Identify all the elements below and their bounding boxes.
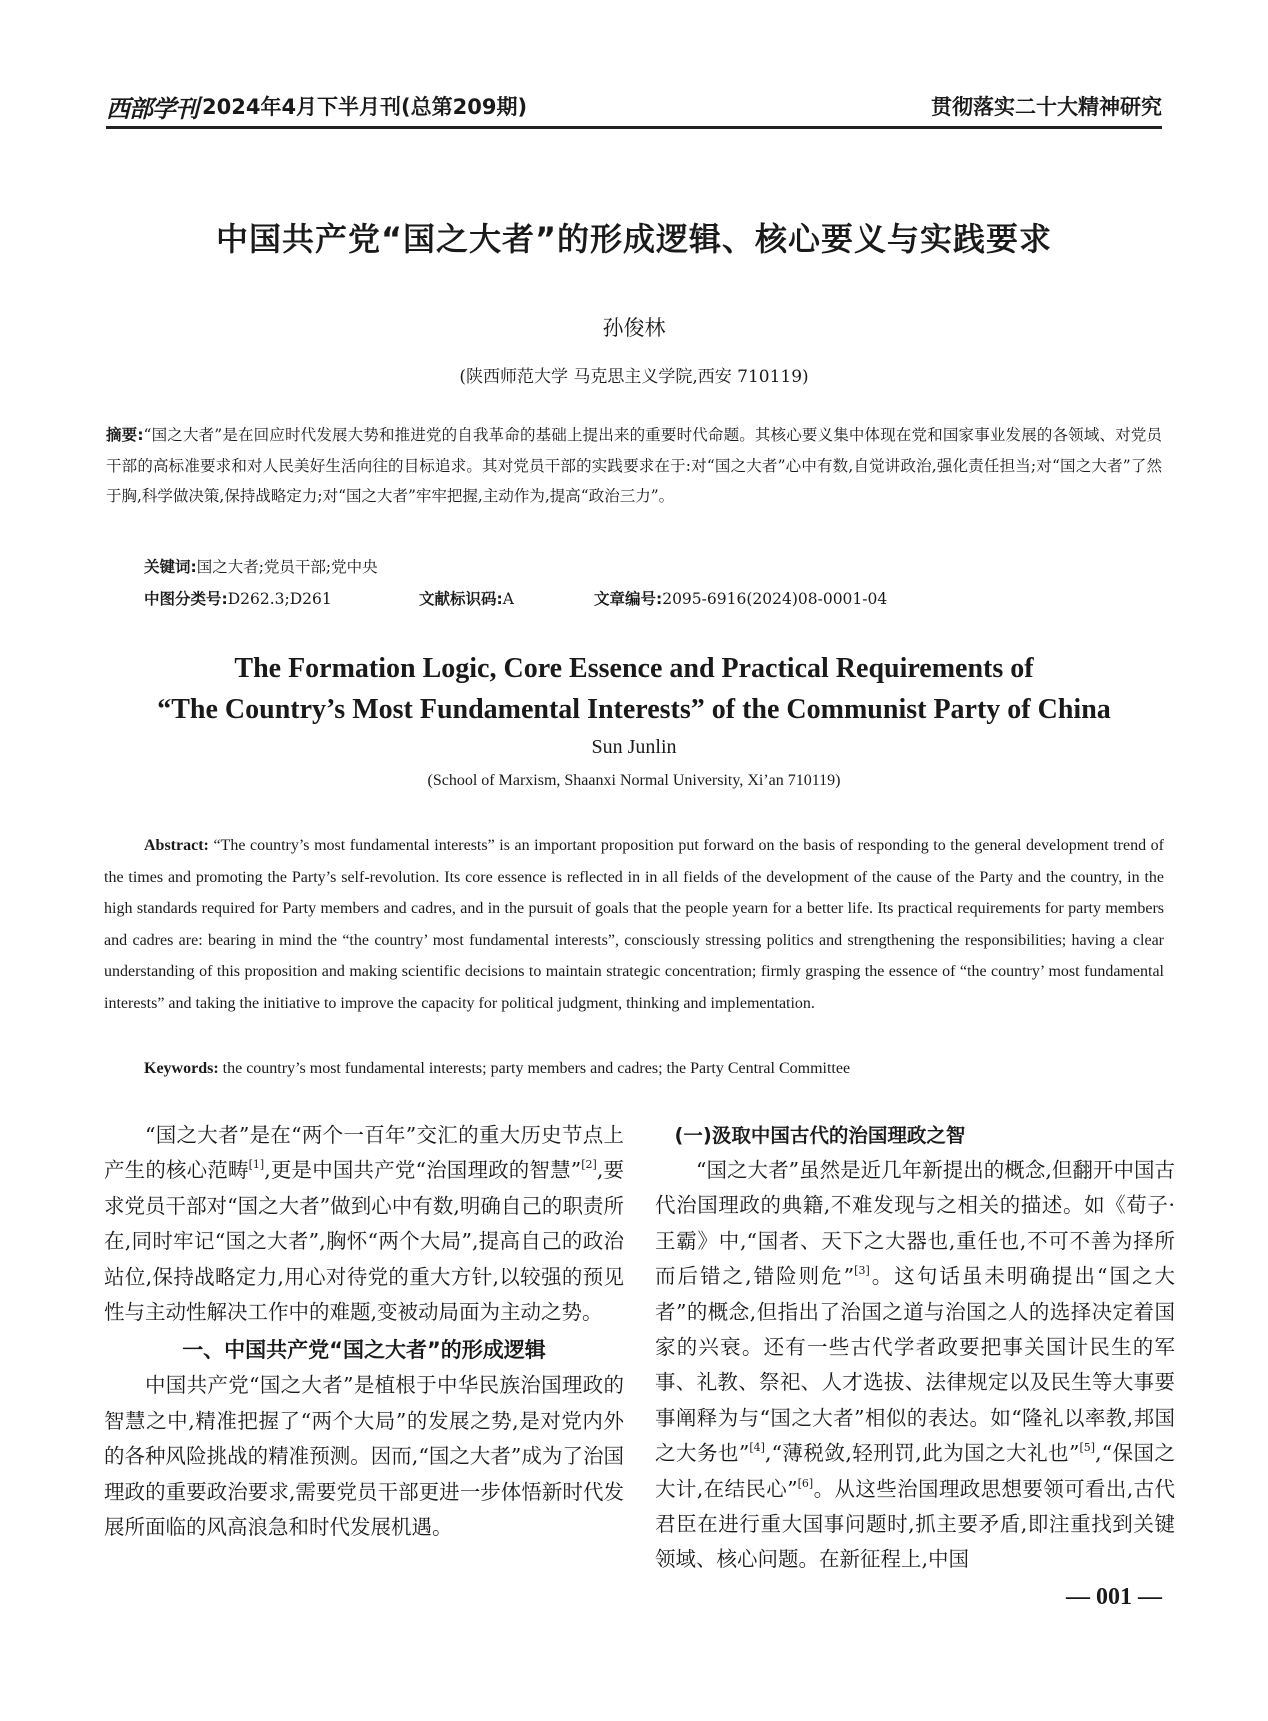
running-header [106,86,1162,129]
abstract-en [104,830,1164,1020]
doc-code-label: 文献标识码: [419,590,503,608]
intro-text-2: ,更是中国共产党“治国理政的智慧” [264,1158,582,1183]
intro-text-3: ,要求党员干部对“国之大者”做到心中有数,明确自己的职责所在,同时牢记“国之大者”,胸怀“两个大局”,提高自己的政治站位,保持战略定力,用心对待党的重大方针,以较强的预见性与主动性解决工作中的难题,变被动局面为主动之势。 [104,1158,624,1325]
section-heading-1: 一、中国共产党“国之大者”的形成逻辑 [182,1338,546,1363]
column-name: 贯彻落实二十大精神研究 [931,95,1162,119]
abstract-en-text: “The country’s most fundamental interests” is an important proposition put forward on the basis of responding to the general development trend of the times and promoting the Party’s self-revolution. Its core essence is reflected in in all fields of the development of the cause of the Party and the country, in the high standards required for Party members and cadres, and in the pursuit of goals that the people yearn for a better life. Its practical requirements for party members and cadres are: bearing in mind the “the country’ most fundamental interests”, consciously stressing politics and strengthening the responsibilities; having a clear understanding of this proposition and making scientific decisions to maintain strategic concentration; firmly grasping the essence of “the country’ most fundamental interests” and taking the initiative to improve the capacity for political judgment, thinking and implementation. [104,837,1164,1012]
classification-line [144,586,1162,612]
header-left [106,89,527,124]
page-number: — 001 — [1066,1584,1162,1610]
doc-code-value: A [502,590,514,608]
title-en-line-1: The Formation Logic, Core Essence and Practical Requirements of [234,653,1034,684]
keywords-en-text: the country’s most fundamental interests; party members and cadres; the Party Central Committee [222,1060,851,1077]
keywords-cn-label: 关键词: [144,558,197,576]
keywords-en-label: Keywords: [144,1060,219,1077]
citation-ref: [3] [854,1264,870,1278]
citation-ref: [6] [797,1476,814,1490]
title-en-line-2: “The Country’s Most Fundamental Interests” of the Communist Party of China [157,694,1111,725]
article-number [594,586,887,612]
journal-logo: 西部学刊 [106,93,198,123]
citation-ref: [2] [581,1158,597,1172]
subsection-1-paragraph [655,1153,1175,1578]
clc-value: D262.3;D261 [227,590,332,608]
clc-label: 中图分类号: [144,590,228,608]
citation-ref: [1] [248,1158,265,1172]
keywords-cn-text: 国之大者;党员干部;党中央 [196,558,378,576]
body-column-right [655,1118,1175,1578]
abstract-cn-text: “国之大者”是在回应时代发展大势和推进党的自我革命的基础上提出来的重要时代命题。其核心要义集中体现在党和国家事业发展的各领域、对党员干部的高标准要求和对人民美好生活向往的目标追求。其对党员干部的实践要求在于:对“国之大者”心中有数,自觉讲政治,强化责任担当;对“国之大者”了然于胸,科学做决策,保持战略定力;对“国之大者”牢牢把握,主动作为,提高“政治三力”。 [106,426,1162,505]
subsection-text-4: ,“保国之大计,在结民心” [655,1441,1176,1501]
author-cn: 孙俊林 [602,316,666,340]
intro-text-1: “国之大者”是在“两个一百年”交汇的重大历史节点上产生的核心范畴 [104,1123,624,1183]
keywords-en [144,1056,1164,1082]
subsection-text-5: 。从这些治国理政思想要领可看出,古代君臣在进行重大国事问题时,抓主要矛盾,即注重找到关键领域、核心问题。在新征程上,中国 [655,1476,1176,1572]
subsection-text-1: “国之大者”虽然是近几年新提出的概念,但翻开中国古代治国理政的典籍,不难发现与之相关的描述。如《荀子·王霸》中,“国者、天下之大器也,重任也,不可不善为择所而后错之,错险则危” [655,1158,1175,1289]
subsection-text-2: 。这句话虽未明确提出“国之大者”的概念,但指出了治国之道与治国之人的选择决定着国家的兴衰。还有一些古代学者政要把事关国计民生的军事、礼教、祭祀、人才选拔、法律规定以及民生等大事要事阐释为与“国之大者”相似的表达。如“隆礼以率教,邦国之大务也” [655,1264,1176,1466]
body-column-left [104,1118,624,1545]
intro-paragraph [104,1118,624,1330]
abstract-en-label: Abstract: [144,837,209,854]
clc-number [144,586,419,612]
affiliation-en: (School of Marxism, Shaanxi Normal University, Xi’an 710119) [427,772,841,789]
subsection-text-3: ,“薄税敛,轻刑罚,此为国之大礼也” [764,1441,1080,1466]
article-number-label: 文章编号: [594,590,663,608]
section-1-paragraph: 中国共产党“国之大者”是植根于中华民族治国理政的智慧之中,精准把握了“两个大局”的发展之势,是对党内外的各种风险挑战的精准预测。因而,“国之大者”成为了治国理政的重要政治要求,需要党员干部更进一步体悟新时代发展所面临的风高浪急和时代发展机遇。 [104,1373,624,1540]
subsection-heading-1: (一)汲取中国古代的治国理政之智 [674,1124,966,1147]
citation-ref: [5] [1079,1441,1096,1455]
keywords-cn [144,554,1162,580]
abstract-cn-label: 摘要: [106,426,144,444]
author-en: Sun Junlin [591,736,677,758]
article-title-cn: 中国共产党“国之大者”的形成逻辑、核心要义与实践要求 [215,220,1053,258]
doc-code [419,586,594,612]
affiliation-cn: (陕西师范大学 马克思主义学院,西安 710119) [459,367,809,387]
article-title-en [60,648,1208,730]
issue-info: 2024年4月下半月刊(总第209期) [202,95,528,119]
article-number-value: 2095-6916(2024)08-0001-04 [662,590,888,608]
abstract-cn [106,420,1162,512]
citation-ref: [4] [749,1441,765,1455]
